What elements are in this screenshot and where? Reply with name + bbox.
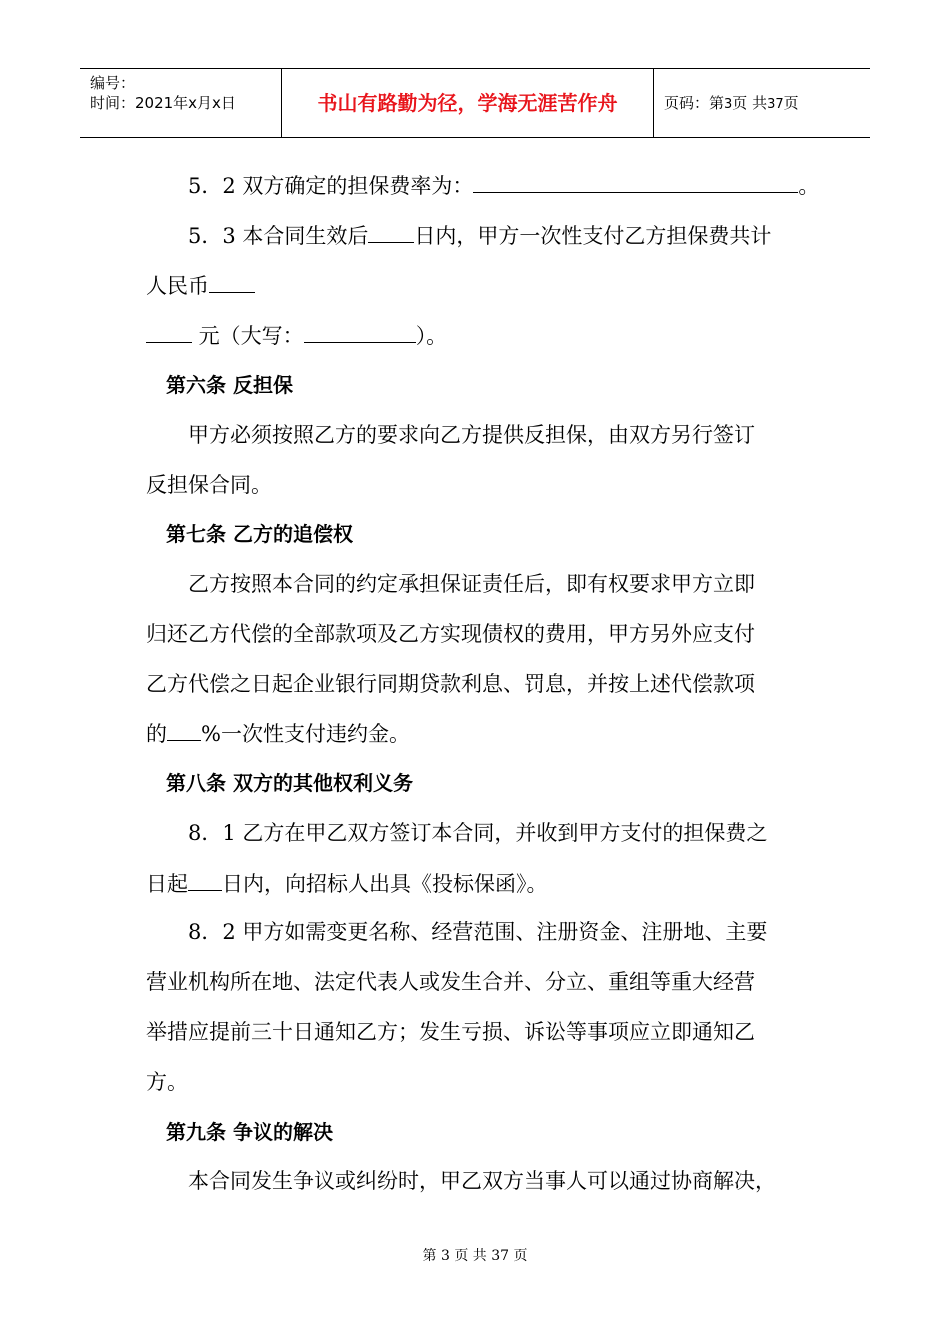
blank-amount-uppercase: [304, 320, 416, 343]
clause-5-2-text: 5．2 双方确定的担保费率为：: [188, 174, 474, 198]
clause-8-2-line-2: 营业机构所在地、法定代表人或发生合并、分立、重组等重大经营: [146, 970, 755, 994]
header-page-mid: 页 共: [732, 94, 768, 112]
section-6-para-line-2: 反担保合同。: [146, 473, 272, 497]
blank-guarantee-rate: [473, 170, 798, 193]
clause-5-3-text-a: 5．3 本合同生效后: [188, 224, 369, 248]
section-7-para-line-1: 乙方按照本合同的约定承担保证责任后，即有权要求甲方立即: [188, 572, 755, 596]
penalty-text: %一次性支付违约金。: [201, 722, 410, 746]
clause-5-3-text-b: 日内，甲方一次性支付乙方担保费共计: [414, 224, 772, 248]
clause-8-1-line-2: [146, 868, 548, 899]
amount-end: ）。: [415, 324, 448, 348]
clause-5-3: [188, 220, 771, 251]
blank-amount-a: [209, 270, 255, 293]
clause-5-2: [188, 170, 819, 201]
section-6-para-line-1: 甲方必须按照乙方的要求向乙方提供反担保，由双方另行签订: [188, 423, 755, 447]
page-footer: [0, 1246, 950, 1266]
clause-8-1-prefix: 日起: [146, 872, 188, 896]
section-7-para-line-4: [146, 718, 410, 749]
section-9-para-line-1: 本合同发生争议或纠纷时，甲乙双方当事人可以通过协商解决，: [188, 1169, 776, 1193]
blank-amount-b: [146, 320, 192, 343]
footer-suffix: 页: [513, 1248, 528, 1264]
page-header: [80, 68, 870, 138]
document-time-label: 时间：2021年x月x日: [90, 94, 236, 112]
header-page-current: 3: [724, 97, 733, 112]
clause-5-3-cont2: [146, 320, 447, 351]
clause-8-2-line-3: 举措应提前三十日通知乙方；发生亏损、诉讼等事项应立即通知乙: [146, 1020, 755, 1044]
section-7-heading: 第七条 乙方的追偿权: [166, 522, 353, 546]
footer-page-total: 37: [491, 1248, 510, 1264]
clause-8-1-line-1: 8．1 乙方在甲乙双方签订本合同，并收到甲方支付的担保费之: [188, 821, 768, 845]
rmb-label: 人民币: [146, 274, 209, 298]
clause-8-1-text: 日内，向招标人出具《投标保函》。: [222, 872, 548, 896]
clause-5-3-cont: [146, 270, 255, 301]
footer-prefix: 第: [422, 1248, 437, 1264]
footer-page-current: 3: [440, 1248, 450, 1264]
header-page-indicator: [654, 69, 870, 137]
section-6-heading: 第六条 反担保: [166, 373, 293, 397]
blank-days: [368, 220, 414, 243]
section-8-heading: 第八条 双方的其他权利义务: [166, 771, 413, 795]
clause-8-2-line-1: 8．2 甲方如需变更名称、经营范围、注册资金、注册地、主要: [188, 920, 768, 944]
header-page-total: 37: [767, 97, 784, 112]
document-number-label: 编号：: [90, 74, 136, 92]
section-7-para-line-2: 归还乙方代偿的全部款项及乙方实现债权的费用，甲方另外应支付: [146, 622, 755, 646]
amount-uppercase-label: 元（大写：: [192, 324, 304, 348]
header-page-prefix: 页码：第: [664, 94, 725, 112]
blank-issue-days: [188, 868, 222, 891]
section-9-heading: 第九条 争议的解决: [166, 1120, 333, 1144]
header-motto: 书山有路勤为径，学海无涯苦作舟: [282, 69, 654, 137]
clause-8-2-line-4: 方。: [146, 1070, 188, 1094]
header-meta: [80, 69, 282, 137]
clause-5-2-end: 。: [798, 174, 820, 198]
blank-penalty-percent: [167, 718, 201, 741]
header-page-suffix: 页: [783, 94, 799, 112]
penalty-prefix: 的: [146, 722, 167, 746]
section-7-para-line-3: 乙方代偿之日起企业银行同期贷款利息、罚息，并按上述代偿款项: [146, 672, 755, 696]
footer-mid: 页 共: [454, 1248, 487, 1264]
